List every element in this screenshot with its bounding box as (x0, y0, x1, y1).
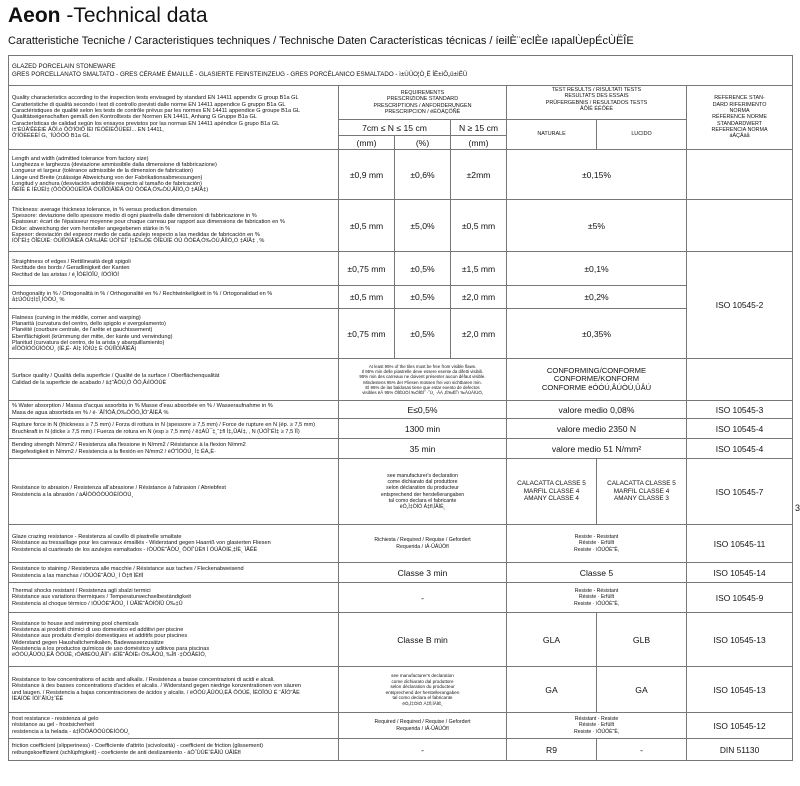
thickness-req-b: ±5,0% (395, 200, 451, 252)
frost-requirement: Required / Required / Requise / Gefordert Requerida / íÂ·ÛÂÚÒﬂ (339, 713, 507, 739)
frost-standard: ISO 10545-12 (687, 713, 793, 739)
abrasion-label: Resistance to abrasion / Resistenza all'abrasione / Résistance à l'abrasion / Abriebfest Resistencia a la abrasión / àÁÌÓÒÓÒÚÓÈÍÓÒÚ¸ (9, 459, 339, 525)
friction-lucido: - (597, 739, 687, 761)
surface-row (9, 359, 793, 401)
thickness-req-c: ±0,5 mm (451, 200, 507, 252)
rupture-requirement: 1300 min (339, 419, 507, 439)
thermal-label: Thermal shocks resistant / Resistenza agli sbalzi termici Résistance aux variations thermiques / Temperaturwechselbeständigkeit Resistencia al choque térmico / ìÒÚÓÈ˜ÂÒÚ¸ Í ÚÂÏË˜ÂÒÍÓÏÛ Û‰‡Û (9, 583, 339, 613)
length-label: Length and width (admitted tolerance from factory size) Lunghezza e larghezza (deviazione ammissibile dalla dimensione di fabbricazione) Longueur et largeur (tolérance admissible de la dimension de fabrication) Länge und Breite (zulässige Abweichung von der Fabrikationsabmessungen) Longitud y anchura (desviación admisible respecto al tamaño de fabricación) ÑÈÏÈ È ÌÈÚËÌ‡ (ÔÓÔÛÒÚËÏÓÂ ÓÚÍÎÓÌÂÌËÂ ÓÚ ÔÓËÁ‚Ó‰ÒÚ‚ÂÌÌÓ„Ó ‡ÁÏÂ‡) (9, 150, 339, 200)
requirements-header: REQUIREMENTS PRESCRIZIONE STANDARD PRESCRIPTIONS / ANFORDERUNGEN PRESCRIPCION / ëÉÒÁÇÖÑË (339, 86, 507, 120)
staining-row (9, 563, 793, 583)
acids-standard: ISO 10545-13 (687, 667, 793, 713)
abrasion-requirement: see manufacturer's declaration come dichiarato dal produttore selon déclaration du producteur entsprechend der herstellerangaben tal como declara el fabricante ëÓ„Î‡ÒÌÓ Á‡ﬂ‚ÎÂÌË˛ (339, 459, 507, 525)
acids-lucido: GA (597, 667, 687, 713)
abrasion-standard: ISO 10545-7 (687, 459, 793, 525)
crazing-result: Resiste - Resistant Résiste · Erfüllt Resiste · ìÒÚÓÈ˜Ë‚ (507, 525, 687, 563)
iso-10545-2: ISO 10545-2 (687, 252, 793, 359)
staining-label: Resistance to staining / Resistenza alle macchie / Résistance aux taches / Fleckenabweisend Resistencia a las manchas / ìÒÚÓÈ˜ÂÒÚ¸ Í Ô‡ﬂ ÌËﬂÏ (9, 563, 339, 583)
crazing-standard: ISO 10545-11 (687, 525, 793, 563)
orthogonality-req-b: ±0,5% (395, 286, 451, 309)
flatness-label: Flatness (curving in the middle, corner and warping) Planarità (curvatura del centro, dello spigolo e svergolamento) Planéité (courbure centrale, de l'arête et gauchissement) Ebenflächigkeit (krümmung der mitte, der kante und verwindung) Planitud (curvatura del centro, de la arista y abarquillamiento) ëÎÓÒÍÓÒÚÌÓÒÚ¸ (ÍË‚Ë- ÁÌ‡ ÍÓÌÚ‡ È ÓÚÍÎÓÌÂÌËÂ) (9, 309, 339, 359)
quality-header: Quality characteristics according to the inspection tests envisaged by standard EN 14411 appendix G group B1a GL Caratteristiche di qualità secondo i test di controllo previsti dalle norme EN 14411 appendice G gruppo B1a GL Caractéristiques de qualité selon les tests de contrôle prévus par les normes EN 14411 appendice G groupe B1a GL Qualitätseigenschaften gemäß den Kontrolltests der Normen EN 14411, Anhang G Gruppe B1a GL Características de calidad según los ensayos previstos por las normas EN 14411 apéndice G grupo B1a GL ì±'ÈÙÄ'ÊÈÈlÈ ÄÔÌ.ò ÔÒ'ÌÖlÔ ÍÈl l'ÈÓÊÍÈÔÜÈÈÌ... EN 14411, Ô'ÍÖËÉÉÈÍ G, ¨ÍÚÓÓÔ B1a GL (9, 86, 339, 150)
lucido-header: LUCIDO (597, 120, 687, 150)
test-results-header: TEST RESULTS / RISULTATI TESTS RESULTATS DES ESSAIS PRÜFERGEBNIS / RESULTADOS TESTS ÂÔÌÊ ÉËÔÉÈ (507, 86, 687, 120)
acids-row (9, 667, 793, 713)
flatness-req-c: ±2,0 mm (451, 309, 507, 359)
brand-name: Aeon (8, 4, 61, 27)
orthogonality-req-c: ±2,0 mm (451, 286, 507, 309)
flatness-row (9, 309, 793, 359)
rupture-label: Rupture force in N (thickness ≥ 7,5 mm) / Forza di rottura in N (spessore ≥ 7,5 mm) / Force de rupture en N (ép. ≥ 7,5 mm) Bruchkraft in N (dicke ≥ 7,5 mm) / Fuerza de rotura en N (esp ≥ 7,5 mm) / ê‡ÁÛ¯‡˛˘‡ﬂ Ì‡„ÛÁÍ‡, ‚ N (ÚÓÎ˘ËÌ‡ ≥ 7,5 ÏÏ) (9, 419, 339, 439)
frost-row (9, 713, 793, 739)
chemicals-label: Resistance to house and swimming pool chemicals Resistenza ai prodotti chimici di uso domestico ed additivi per piscine Résistance aux produits d'emploi domestiques et additifs pour piscines Widerstand gegen Haushaltchemikalien, Badewasserzusätze Resistencia a los productos químicos de uso doméstico y aditivos para piscinas ëÓÓÚ‚ÂÚÒÚ‚ËÂ ÔÓÚË‚ ıÓÁﬂÈÒÚ‚ÂÌÌ˚ı ıËÏË˜ÂÒÍËı Ò‰ÂÒÚ‚ ‰Îﬂ ·‡ÒÒÂÈÌÓ‚ (9, 613, 339, 667)
bending-requirement: 35 min (339, 439, 507, 459)
chemicals-row (9, 613, 793, 667)
water-label: % Water absorption / Massa d'acqua assorbita in % Masse d'eau absorbée en % / Wasseraufnahme in % Masa de agua absorbida en % / é·˙ÂÏ'ÌÓÂ‚Ó‰ÓÔÓ„ÎÓ˘ÂÌËÂ % (9, 401, 339, 419)
thermal-standard: ISO 10545-9 (687, 583, 793, 613)
chemicals-naturale: GLA (507, 613, 597, 667)
length-req-a: ±0,9 mm (339, 150, 395, 200)
chemicals-requirement: Classe B min (339, 613, 507, 667)
acids-label: Resistance to low concentrations of acids and alkalis. / Resistenza a basse concentrazioni di acidi e alcali. Résistance à des basses concentrations d'acides et alcalis. / Widerstand gegen niedrige konzentrationen von säuren und laugen. / Resistencia a bajas concentraciones de ácidos y alcalis. / ëÓÓÚ‚ÂÚÒÚ‚ËÂ ÔÓÚË‚ ÍËÒÎÓÚ Ë ˘ÂÎÓ˜ÂÈ ÌËÁÍÓÈ ÍÓÌˆÂÌÚ‡ˆËË (9, 667, 339, 713)
length-req-b: ±0,6% (395, 150, 451, 200)
technical-data-table (8, 55, 793, 761)
abrasion-lucido: CALACATTA CLASSE 5 MARFIL CLASSE 4 AMANY CLASSE 3 (597, 459, 687, 525)
unit-mm-2: (mm) (451, 136, 507, 150)
bending-row (9, 439, 793, 459)
thickness-label: Thickness: average thickness tolerance, in % versus production dimension Spessore: deviazione dello spessore medio di ogni piastrella dalle dimensioni di fabbricazione in % Epaisseur: écart de l'épaisseur moyenne pour chaque carreau par rapport aux dimensions de fabrication en % Dicke: abweichung der vom hersteller angegebenen stärke in % Espesor: desviación del espesor medio de cada azulejo respecto a las medidas de fabricación en % ÍÓÎ˘ËÌ‡ ÔÎËÚÍË: ÓÚÍÎÓÌÂÌËÂ ÒÂ‰ÌÂÈ ÚÓÎ˘ËÌ˚ Í‡Ê‰ÓÈ ÔÎËÚÍË ÓÚ ÔÓËÁ‚Ó‰ÒÚ‚ÂÌÌÓ„Ó ‡ÁÏÂ‡ ‚ % (9, 200, 339, 252)
bending-result: valore medio 51 N/mm² (507, 439, 687, 459)
table-caption: GLAZED PORCELAIN STONEWARE GRES PORCELLANATO SMALTATO - GRES CÉRAME ÉMAILLÉ - GLASIERTE FEINSTEINZEUG - GRES PORCÉLANICO ESMALTADO - ì±ÚÜO¦Ò¸Ë ÍÈ±ìÔ„û±ìËÜ (9, 56, 793, 86)
range-large: N ≥ 15 cm (451, 120, 507, 136)
crazing-row (9, 525, 793, 563)
rupture-row (9, 419, 793, 439)
crazing-label: Glaze crazing resistance - Resistenza al cavillo di piastrelle smaltate Résistance au tressaillage pour les carreaux émaillés - Widerstand gegen Haarriß von glasierten Fliesen Resistencia al cuarteado de los azulejos esmaltados - ìÒÚÓÈ˜ÂÒÚ¸ ÔÓÍ˚ÚËﬂ Í ÓÚÂÒÍË‚‡ÌË˛ ÏÂÊË (9, 525, 339, 563)
staining-standard: ISO 10545-14 (687, 563, 793, 583)
frost-label: frost resistance - resistenza al gelo résistance au gel - frostsicherheit resistencia a la helada - á‡ÏÓÓÁÓÒÚÓÈÍÓÒÚ¸ (9, 713, 339, 739)
water-standard: ISO 10545-3 (687, 401, 793, 419)
staining-result: Classe 5 (507, 563, 687, 583)
frost-result: Résistant - Resiste Résiste · Erfüllt Resiste · ìÒÚÓÈ˜Ë‚ (507, 713, 687, 739)
title-text: -Technical data (60, 4, 208, 27)
acids-requirement: see manufacturer's declaration come dichiarato dal produttore selon déclaration du producteur entsprechend der herstellerangaben tal como declara el fabricante ëÓ„Î‡ÒÌÓ Á‡ﬂ‚ÎÂÌË˛ (339, 667, 507, 713)
length-row (9, 150, 793, 200)
reference-header: REFERENCE STAN- DARD RIFERIMENTO NORMA RÉFÉRENCE NORME STANDARDWERT REFERENCIA NORMA áÂÇÄäå (687, 86, 793, 150)
abrasion-row (9, 459, 793, 525)
orthogonality-result: ±0,2% (507, 286, 687, 309)
flatness-result: ±0,35% (507, 309, 687, 359)
range-small: 7cm ≤ N ≤ 15 cm (339, 120, 451, 136)
flatness-req-a: ±0,75 mm (339, 309, 395, 359)
orthogonality-row (9, 286, 793, 309)
abrasion-naturale: CALACATTA CLASSE 5 MARFIL CLASSE 4 AMANY CLASSE 4 (507, 459, 597, 525)
friction-naturale: R9 (507, 739, 597, 761)
orthogonality-req-a: ±0,5 mm (339, 286, 395, 309)
bending-label: Bending strength N/mm2 / Resistenza alla flessione in N/mm2 / Résistance à la flexion N/mm2 Biegefestigkeit in N/mm2 / Resistencia a la flexión en N/mm2 / èÓ˜ÌÓÒÚ¸ Ì‡ ËÁ„Ë· (9, 439, 339, 459)
crazing-requirement: Richiesta / Required / Requise / Gefordert Requerida / íÂ·ÛÂÚÒﬂ (339, 525, 507, 563)
thermal-requirement: - (339, 583, 507, 613)
thermal-row (9, 583, 793, 613)
friction-requirement: - (339, 739, 507, 761)
caption-row (9, 56, 793, 86)
staining-requirement: Classe 3 min (339, 563, 507, 583)
friction-label: friction coefficient (slipperiness) - Coefficiente d'attrito (scivolosità) - coefficient de friction (glissement) reibungskoeffizient (schlüpfrigkeit) - coeficiente de anti deslizamiento - äÓ˝ÙÙËˆËÂÌÚ ÚÂÌËﬂ (9, 739, 339, 761)
straightness-result: ±0,1% (507, 252, 687, 286)
friction-standard: DIN 51130 (687, 739, 793, 761)
page-header (8, 2, 798, 48)
acids-naturale: GA (507, 667, 597, 713)
thickness-row (9, 200, 793, 252)
water-row (9, 401, 793, 419)
flatness-req-b: ±0,5% (395, 309, 451, 359)
chemicals-lucido: GLB (597, 613, 687, 667)
surface-label: Surface quality / Qualità della superficie / Qualité de la surface / Oberflächenqualität Calidad de la superficie de acabado / ä‡˜ÂÒÚ‚Ó ÔÓ‚ÂıÌÓÒÚË (9, 359, 339, 401)
unit-percent: (%) (395, 136, 451, 150)
orthogonality-label: Orthogonality in % / Ortogonalità in % / Orthogonalité en % / Rechtwinkeligkeit in % / Ortogonalidad en % å‡ÚÓÚ‡Ì‡Î¸ÌÓÒÚ¸ % (9, 286, 339, 309)
subtitle-languages: Caratteristiche Tecniche / Caracteristiques techniques / Technische Daten Características técnicas / íeilÈ¨eclÈe ıapalÙepÉcÙËÎE (8, 35, 634, 47)
length-req-c: ±2mm (451, 150, 507, 200)
straightness-req-b: ±0,5% (395, 252, 451, 286)
unit-mm: (mm) (339, 136, 395, 150)
chemicals-standard: ISO 10545-13 (687, 613, 793, 667)
water-requirement: E≤0,5% (339, 401, 507, 419)
thermal-result: Resiste - Résistant Résiste · Erfüllt Resiste · ìÒÚÓÈ˜Ë‚ (507, 583, 687, 613)
page-title (8, 2, 798, 30)
rupture-result: valore medio 2350 N (507, 419, 687, 439)
thickness-result: ±5% (507, 200, 687, 252)
straightness-row (9, 252, 793, 286)
naturale-header: NATURALE (507, 120, 597, 150)
page-edge-mark: 3 (794, 503, 800, 513)
straightness-req-c: ±1,5 mm (451, 252, 507, 286)
bending-standard: ISO 10545-4 (687, 439, 793, 459)
surface-requirement: At least 95% of the tiles must be free from visible flaws. Il 95% min delle piastrelle deve essere esente da difetti visibili. 95% min des carreaux ne doivent présenter aucun défaut visible. Mindestens 95% der Fliesen müssen frei von sichtbaren min. El 95% de las baldosas tiene que estar exento de defectos visibles ëÂ 95% ÔÎËÚÓÍ ‰ÓÎÊÌ˚ ·˚Ú¸ ·ÂÁ ‚Ë‰ËÏ˚ı ‰ÂÙÂÍÚÓ‚ (339, 359, 507, 401)
straightness-req-a: ±0,75 mm (339, 252, 395, 286)
rupture-standard: ISO 10545-4 (687, 419, 793, 439)
length-result: ±0,15% (507, 150, 687, 200)
water-result: valore medio 0,08% (507, 401, 687, 419)
surface-result: CONFORMING/CONFORME CONFORME/KONFORM CONFORME ëÓÓÚ‚ÂÚÒÚ‚ÛÂÚ (507, 359, 687, 401)
header-row (9, 86, 793, 120)
thickness-req-a: ±0,5 mm (339, 200, 395, 252)
straightness-label: Straightness of edges / Rettilineaità degli spigoli Rectitude des bords / Geradlinigkeit der Kanten Rectitud de las aristas / é¸ÎÓÈÏÓÎÚ¸ ÍÓÓÏÓÍ (9, 252, 339, 286)
friction-row (9, 739, 793, 761)
